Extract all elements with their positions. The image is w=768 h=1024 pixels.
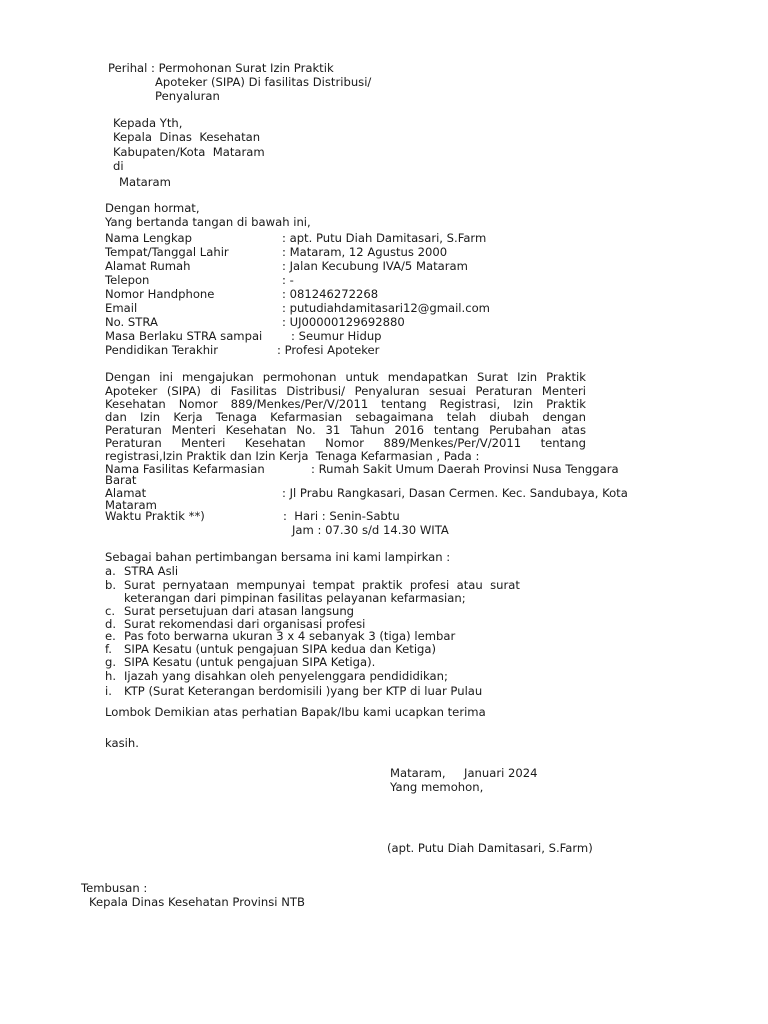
identity-value: : Mataram, 12 Agustus 2000 xyxy=(282,245,448,259)
identity-label: Pendidikan Terakhir xyxy=(105,343,219,357)
identity-value: : UJ00000129692880 xyxy=(282,315,405,329)
tembusan-label: Tembusan : xyxy=(81,881,148,895)
request-line: registrasi,Izin Praktik dan Izin Kerja Tenaga Kefarmasian , Pada : xyxy=(105,449,480,463)
identity-value: : apt. Putu Diah Damitasari, S.Farm xyxy=(282,231,487,245)
attachment-marker: a. xyxy=(105,564,116,578)
request-line: dan Izin Kerja Tenaga Kefarmasian sebagaimana telah diubah dengan xyxy=(105,410,586,424)
request-line: Apoteker (SIPA) di Fasilitas Distribusi/ Penyaluran sesuai Peraturan Menteri xyxy=(105,384,586,398)
identity-label: Email xyxy=(105,301,138,315)
identity-label: Alamat Rumah xyxy=(105,259,191,273)
identity-value: : Seumur Hidup xyxy=(291,329,382,343)
request-line: Peraturan Menteri Kesehatan No. 31 Tahun 2016 tentang Perubahan atas xyxy=(105,423,586,437)
attachment-marker: c. xyxy=(105,604,116,618)
attachment-marker: f. xyxy=(105,642,112,656)
identity-label: Tempat/Tanggal Lahir xyxy=(105,245,229,259)
attachment-marker: i. xyxy=(105,684,112,698)
facility-label: Nama Fasilitas Kefarmasian xyxy=(105,462,265,476)
request-line: Kesehatan Nomor 889/Menkes/Per/V/2011 tentang Registrasi, Izin Praktik xyxy=(105,397,586,411)
attachment-item-cont: keterangan dari pimpinan fasilitas pelayanan kefarmasian; xyxy=(124,591,466,605)
attachments-intro: Sebagai bahan pertimbangan bersama ini kami lampirkan : xyxy=(105,550,451,564)
identity-label: Telepon xyxy=(105,273,150,287)
applicant-name: (apt. Putu Diah Damitasari, S.Farm) xyxy=(387,841,593,855)
identity-label: Nama Lengkap xyxy=(105,231,192,245)
identity-value: : - xyxy=(282,273,294,287)
attachment-item: SIPA Kesatu (untuk pengajuan SIPA Ketiga). xyxy=(124,655,376,669)
recipient-line: Kepala Dinas Kesehatan xyxy=(113,130,261,144)
identity-value: : Profesi Apoteker xyxy=(277,343,380,357)
applicant-label: Yang memohon, xyxy=(390,780,484,794)
identity-label: No. STRA xyxy=(105,315,158,329)
identity-value: : Jalan Kecubung IVA/5 Mataram xyxy=(282,259,468,273)
attachment-marker: b. xyxy=(105,578,117,592)
greeting: Dengan hormat, xyxy=(105,201,200,215)
identity-value: : 081246272268 xyxy=(282,287,379,301)
identity-value: : putudiahdamitasari12@gmail.com xyxy=(282,301,490,315)
facility-value-cont: Mataram xyxy=(105,498,157,512)
facility-value-cont: Barat xyxy=(105,473,137,487)
facility-value: : Rumah Sakit Umum Daerah Provinsi Nusa Tenggara xyxy=(311,462,619,476)
place-date: Mataram, Januari 2024 xyxy=(390,766,538,780)
perihal-line: Perihal : Permohonan Surat Izin Praktik xyxy=(108,61,334,75)
recipient-line: Kabupaten/Kota Mataram xyxy=(113,145,265,159)
closing-line: Lombok Demikian atas perhatian Bapak/Ibu kami ucapkan terima xyxy=(105,705,486,719)
attachment-marker: g. xyxy=(105,655,117,669)
request-line: Dengan ini mengajukan permohonan untuk mendapatkan Surat Izin Praktik xyxy=(105,370,586,384)
attachment-marker: d. xyxy=(105,617,117,631)
closing-line: kasih. xyxy=(105,736,139,750)
tembusan-recipient: Kepala Dinas Kesehatan Provinsi NTB xyxy=(89,895,305,909)
attachment-item: Pas foto berwarna ukuran 3 x 4 sebanyak 3 (tiga) lembar xyxy=(124,629,456,643)
attachment-item: STRA Asli xyxy=(124,564,179,578)
attachment-marker: e. xyxy=(105,629,116,643)
attachment-item: Surat persetujuan dari atasan langsung xyxy=(124,604,355,618)
attachment-item: Surat rekomendasi dari organisasi profesi xyxy=(124,617,366,631)
intro-text: Yang bertanda tangan di bawah ini, xyxy=(105,215,311,229)
attachment-item: SIPA Kesatu (untuk pengajuan SIPA kedua dan Ketiga) xyxy=(124,642,437,656)
facility-label: Alamat xyxy=(105,486,147,500)
facility-value: : Hari : Senin-Sabtu xyxy=(283,509,400,523)
recipient-line: Kepada Yth, xyxy=(113,116,183,130)
perihal-line: Apoteker (SIPA) Di fasilitas Distribusi/ xyxy=(155,75,372,89)
facility-label: Waktu Praktik **) xyxy=(105,509,205,523)
recipient-line: di xyxy=(113,159,124,173)
attachment-item: Ijazah yang disahkan oleh penyelenggara pendididikan; xyxy=(124,669,448,683)
attachment-item: KTP (Surat Keterangan berdomisili )yang ber KTP di luar Pulau xyxy=(124,684,483,698)
identity-label: Nomor Handphone xyxy=(105,287,215,301)
attachment-item: Surat pernyataan mempunyai tempat praktik profesi atau surat xyxy=(124,578,520,592)
recipient-line: Mataram xyxy=(119,175,171,189)
identity-label: Masa Berlaku STRA sampai xyxy=(105,329,263,343)
attachment-marker: h. xyxy=(105,669,117,683)
facility-value: Jam : 07.30 s/d 14.30 WITA xyxy=(292,523,449,537)
facility-value: : Jl Prabu Rangkasari, Dasan Cermen. Kec. Sandubaya, Kota xyxy=(282,486,628,500)
perihal-line: Penyaluran xyxy=(155,89,220,103)
request-line: Peraturan Menteri Kesehatan Nomor 889/Menkes/Per/V/2011 tentang xyxy=(105,436,586,450)
